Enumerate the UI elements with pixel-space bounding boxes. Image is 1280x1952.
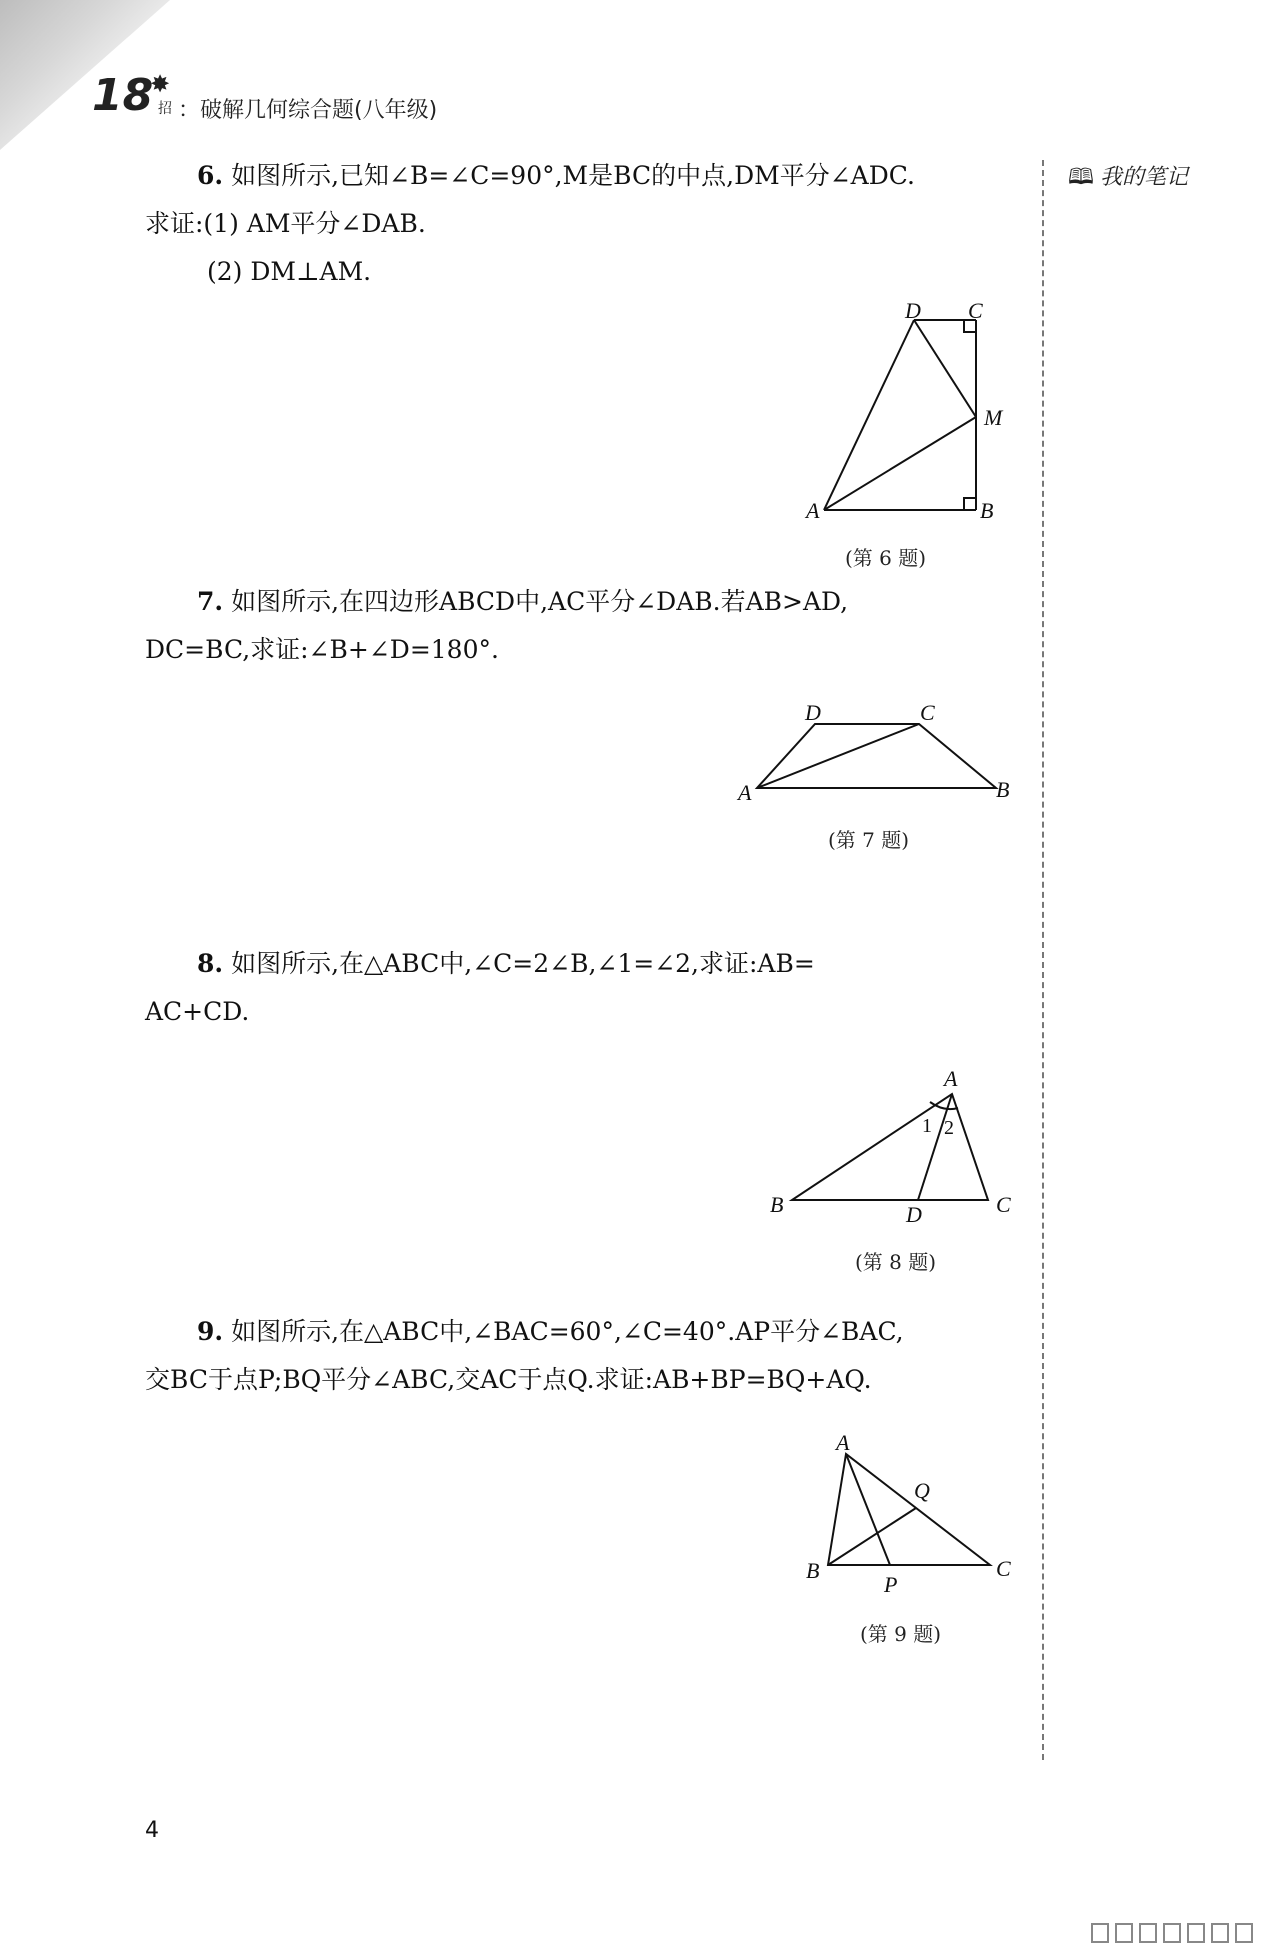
problem-line: 如图所示,在四边形ABCD中,AC平分∠DAB.若AB>AD, xyxy=(231,587,849,616)
star-icon: ✸ xyxy=(150,70,171,98)
problem-line: 如图所示,在△ABC中,∠C=2∠B,∠1=∠2,求证:AB= xyxy=(231,949,815,978)
label-A: A xyxy=(738,780,752,805)
problem-number: 7. xyxy=(197,587,224,616)
problem-line: 如图所示,已知∠B=∠C=90°,M是BC的中点,DM平分∠ADC. xyxy=(231,161,915,190)
book-icon: 🕮 xyxy=(1068,165,1094,190)
label-B: B xyxy=(806,1558,820,1583)
label-C: C xyxy=(920,700,935,725)
problem-line: 如图所示,在△ABC中,∠BAC=60°,∠C=40°.AP平分∠BAC, xyxy=(231,1317,904,1346)
figure-6 xyxy=(800,290,1020,530)
label-D: D xyxy=(905,298,921,323)
angle-label-2: 2 xyxy=(944,1117,954,1139)
problem-line: DC=BC,求证:∠B+∠D=180°. xyxy=(145,635,499,664)
notes-header xyxy=(1068,160,1188,198)
figure-7 xyxy=(730,700,1020,810)
figure-8-caption: (第 8 题) xyxy=(855,1250,937,1274)
problem-8-text xyxy=(145,940,1015,1036)
problem-line: 交BC于点P;BQ平分∠ABC,交AC于点Q.求证:AB+BP=BQ+AQ. xyxy=(145,1365,872,1394)
problem-number: 8. xyxy=(197,949,224,978)
figure-9-caption: (第 9 题) xyxy=(860,1622,942,1646)
problem-number: 6. xyxy=(197,161,224,190)
problem-9-text xyxy=(145,1308,1015,1404)
problem-number: 9. xyxy=(197,1317,224,1346)
angle-label-1: 1 xyxy=(922,1115,932,1137)
notes-divider xyxy=(1042,160,1044,1760)
label-B: B xyxy=(770,1192,784,1217)
label-C: C xyxy=(968,298,983,323)
series-zhao: 招 xyxy=(158,101,172,117)
notes-label: 我的笔记 xyxy=(1099,165,1188,190)
page-number: 4 xyxy=(145,1818,159,1843)
label-M: M xyxy=(984,405,1003,430)
problem-line: AC+CD. xyxy=(145,997,250,1026)
figure-8 xyxy=(760,1060,1020,1230)
problem-7-text xyxy=(145,578,1015,674)
label-A: A xyxy=(944,1066,958,1091)
label-Q: Q xyxy=(914,1478,930,1503)
figure-6-caption: (第 6 题) xyxy=(845,546,927,570)
label-A: A xyxy=(836,1430,850,1455)
label-B: B xyxy=(996,777,1010,802)
figure-7-caption: (第 7 题) xyxy=(828,828,910,852)
label-B: B xyxy=(980,498,994,523)
label-A: A xyxy=(806,498,820,523)
book-title: ：破解几何综合题(八年级) xyxy=(178,98,438,123)
label-C: C xyxy=(996,1192,1011,1217)
problem-6-text xyxy=(145,152,1015,296)
label-P: P xyxy=(884,1572,898,1597)
label-D: D xyxy=(906,1202,922,1227)
series-number: 18 xyxy=(92,70,154,121)
label-D: D xyxy=(805,700,821,725)
page-edge-marks xyxy=(1090,1922,1260,1944)
figure-9 xyxy=(790,1420,1020,1600)
problem-line: 求证:(1) AM平分∠DAB. xyxy=(145,209,426,238)
problem-line: (2) DM⊥AM. xyxy=(207,257,372,286)
label-C: C xyxy=(996,1556,1011,1581)
